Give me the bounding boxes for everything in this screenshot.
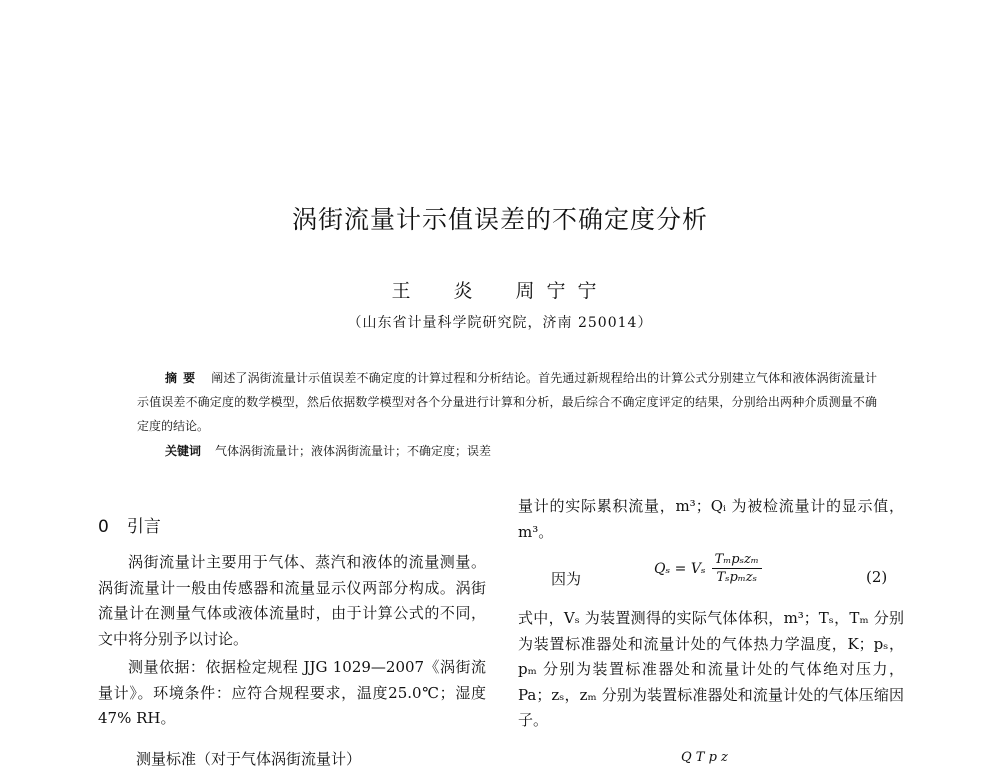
abstract-text: 阐述了涡街流量计示值误差不确定度的计算过程和分析结论。首先通过新规程给出的计算公式分别建立气体和液体涡街流量计示值误差不确定度的数学模型，然后依据数学模型对各个分量进行计算和分析，最后综合不确定度评定的结果，分别给出两种介质测量不确定度的结论。 [137,371,877,433]
left-column [98,550,486,732]
keywords-label: 关键词 [165,444,202,458]
section-title: 引言 [126,517,161,537]
formula-lhs: Qₛ = Vₛ [654,560,706,577]
keywords [165,442,491,459]
authors: 王 炎 周宁宁 [391,280,609,302]
formula [654,552,762,585]
formula-fraction [712,552,762,585]
paper-title: 涡街流量计示值误差的不确定度分析 [291,205,708,234]
formula-numerator: Tₘpₛzₘ [712,552,762,569]
paragraph: 测量依据：依据检定规程 JJG 1029—2007《涡街流量计》。环境条件：应符合规程要求，温度25.0℃；湿度 47% RH。 [98,658,486,727]
right-column-top: 量计的实际累积流量，m³；Qᵢ 为被检流量计的显示值，m³。 [518,497,904,541]
because-label: 因为 [551,570,582,588]
section-heading [98,512,161,537]
paragraph: 涡街流量计主要用于气体、蒸汽和液体的流量测量。涡街流量计一般由传感器和流量显示仪两部分构成。涡街流量计在测量气体或液体流量时，由于计算公式的不同，文中将分别予以讨论。 [98,553,486,648]
keywords-text: 气体涡街流量计；液体涡街流量计；不确定度；误差 [215,444,492,458]
formula-denominator: Tₛpₘzₛ [716,570,758,585]
abstract [137,366,877,438]
cut-off-formula: Q T p z [681,750,728,765]
affiliation: （山东省计量科学院研究院，济南 250014） [347,315,653,331]
equation-number: (2) [866,568,888,586]
section-number: 0 [98,517,109,537]
cut-off-line: 测量标准（对于气体涡街流量计） [136,750,362,768]
abstract-label: 摘要 [165,371,202,385]
right-column-paragraph: 式中，Vₛ 为装置测得的实际气体体积，m³；Tₛ，Tₘ 分别为装置标准器处和流量计处的气体热力学温度，K；pₛ，pₘ 分别为装置标准器处和流量计处的气体绝对压力，Pa；zₛ，zₘ 分别为装置标准器处和流量计处的气体压缩因子。 [518,609,904,729]
